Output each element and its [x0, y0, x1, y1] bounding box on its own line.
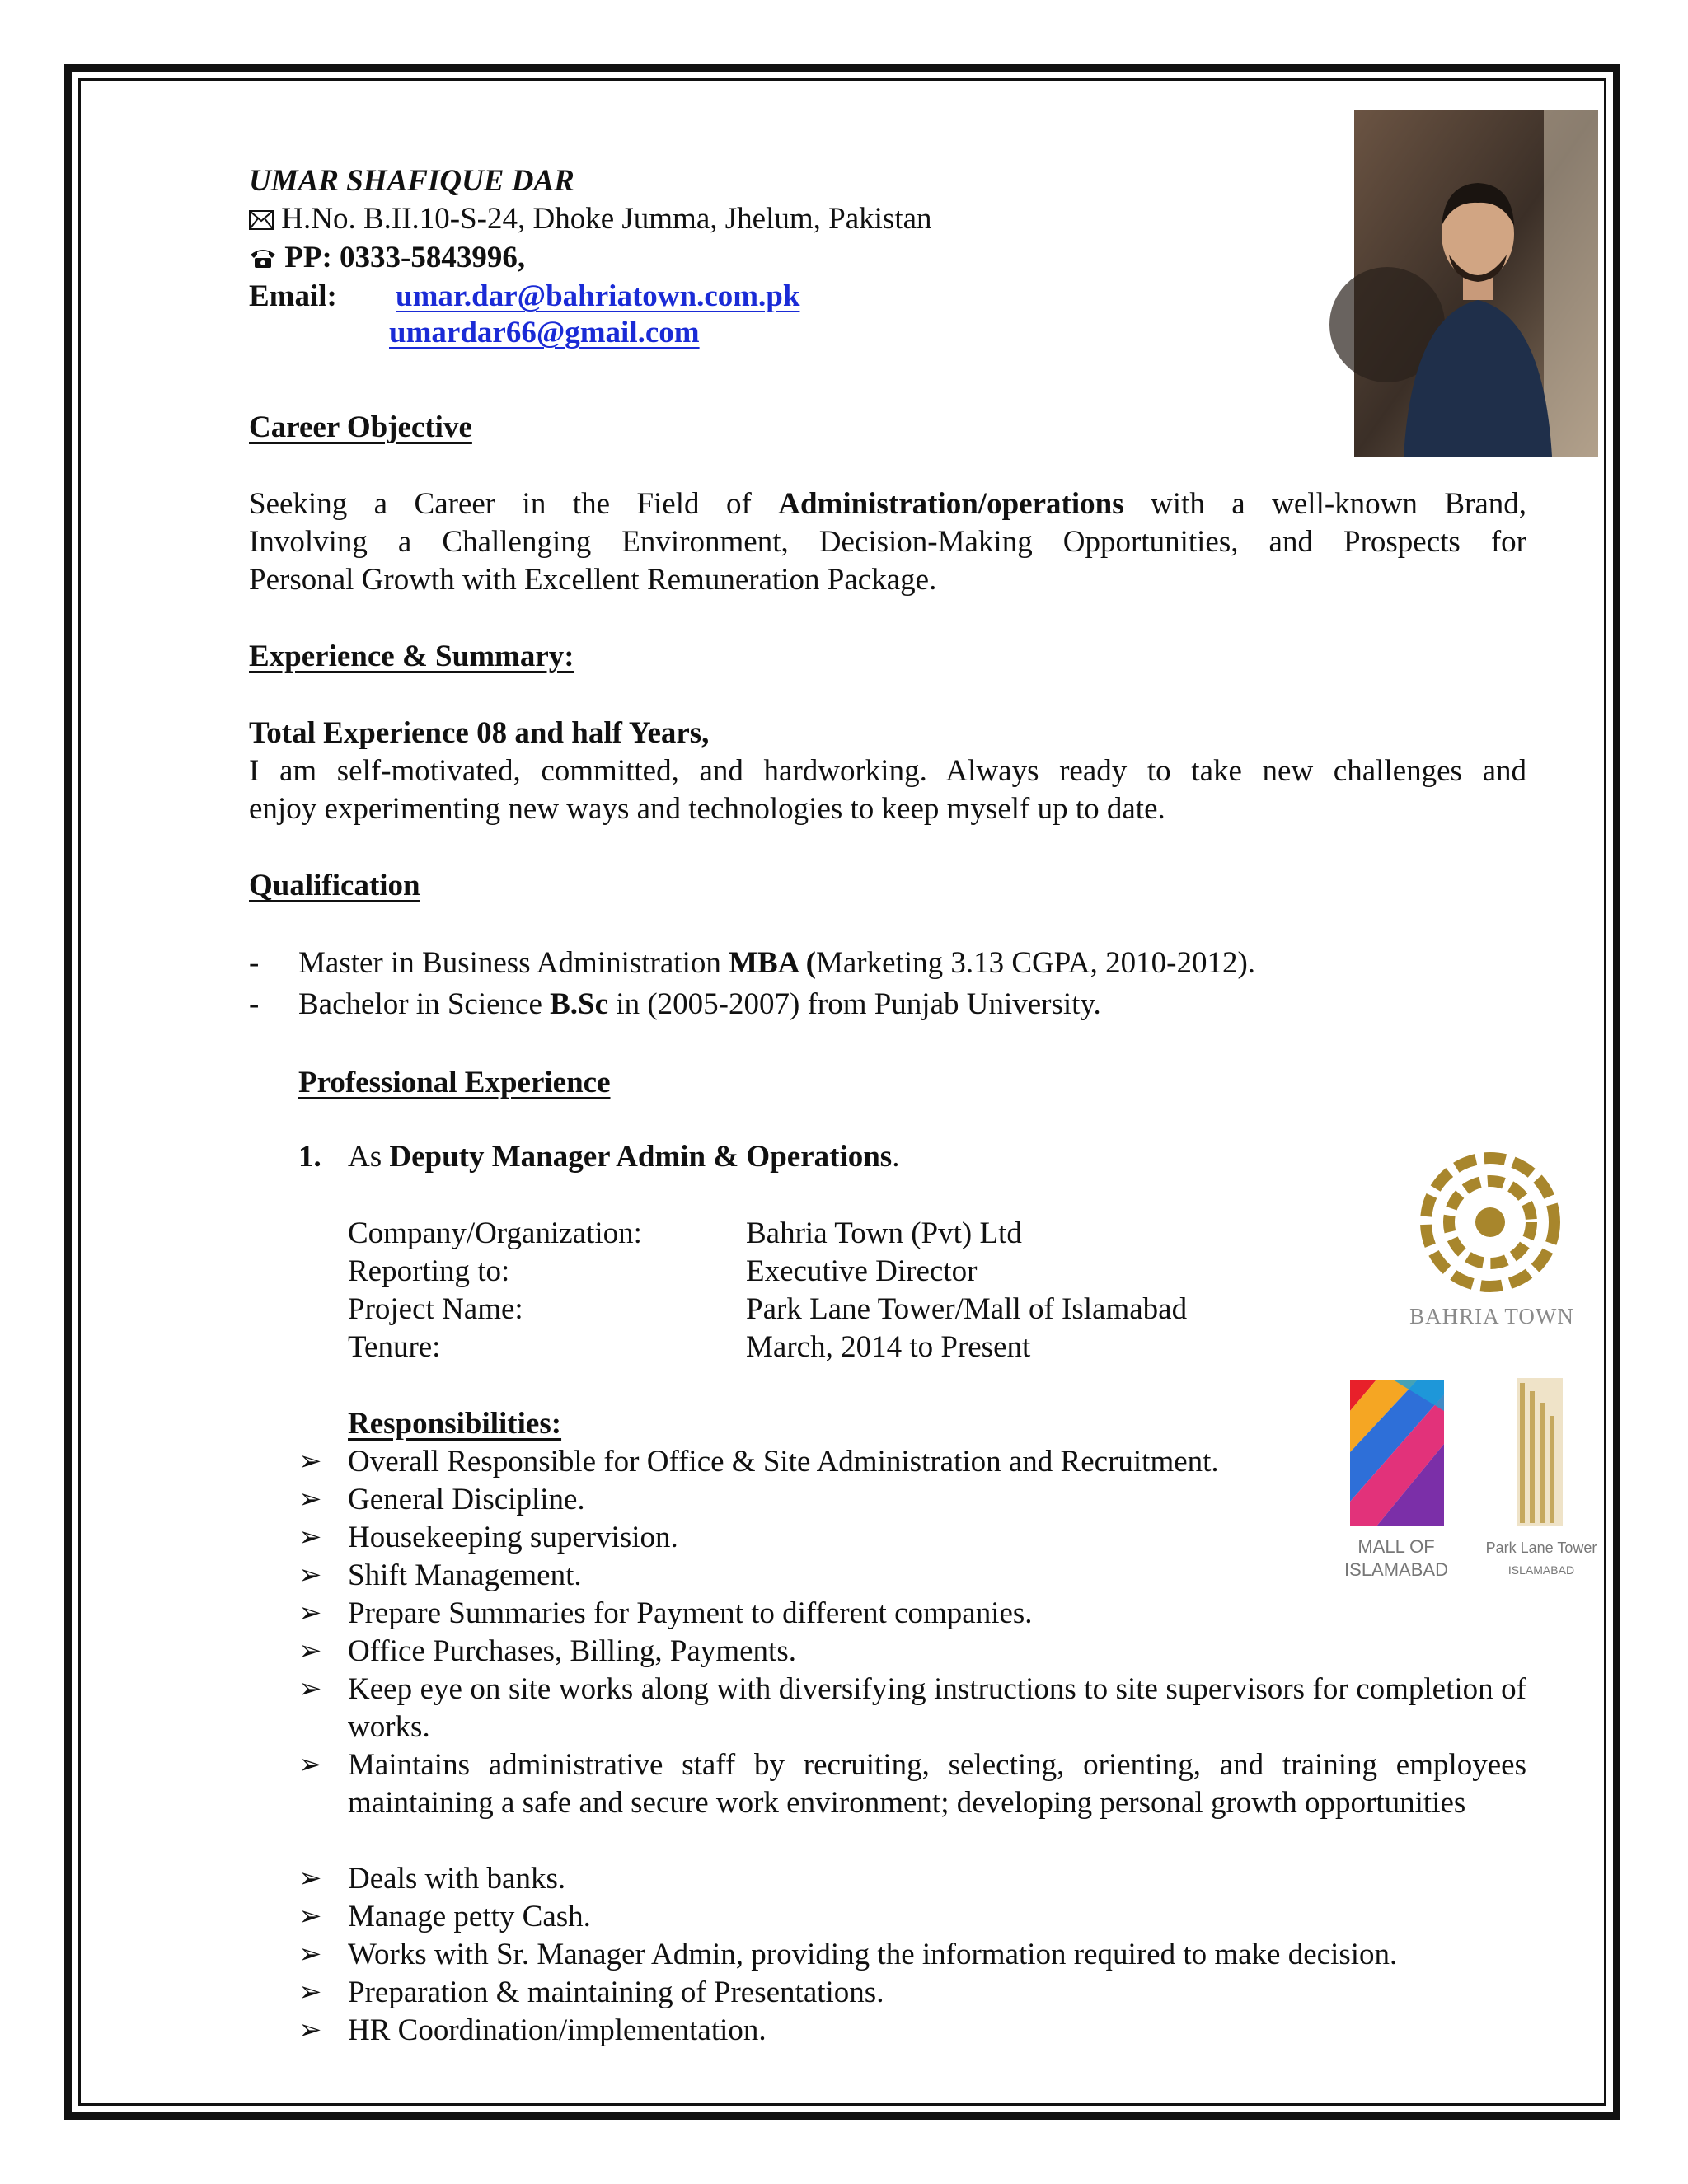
park-logo-line-2: ISLAMABAD — [1507, 1563, 1575, 1577]
email-link-work[interactable]: umar.dar@bahriatown.com.pk — [396, 279, 800, 313]
responsibility-text: Works with Sr. Manager Admin, providing the information required to make decision. — [348, 1938, 1398, 1971]
job-title-pre: As — [348, 1140, 382, 1174]
qualification-text: Bachelor in Science — [298, 987, 542, 1021]
professional-experience-heading: Professional Experience — [298, 1066, 611, 1099]
responsibility-text: Keep eye on site works along with diversifying instructions to site supervisors for completion of works. — [348, 1672, 1526, 1744]
qualification-item — [298, 986, 1101, 1024]
job-title-post: . — [892, 1140, 900, 1174]
arrowhead-icon: ➢ — [298, 1446, 322, 1477]
objective-text-post: with a well-known Brand, — [1151, 487, 1527, 521]
qualification-detail: Marketing 3.13 CGPA, 2010-2012). — [815, 946, 1256, 980]
responsibility-text: Prepare Summaries for Payment to different companies. — [348, 1596, 1033, 1630]
arrowhead-icon: ➢ — [298, 1977, 322, 2008]
arrowhead-icon: ➢ — [298, 1939, 322, 1970]
detail-label: Tenure: — [348, 1330, 441, 1364]
mall-of-islamabad-logo — [1343, 1378, 1451, 1592]
arrowhead-icon: ➢ — [298, 1484, 322, 1515]
bahria-town-logo — [1393, 1144, 1591, 1333]
phone-text: PP: 0333-5843996, — [284, 241, 526, 274]
summary-line-1: I am self-motivated, committed, and hardworking. Always ready to take new challenges and — [249, 754, 1526, 788]
responsibility-text: Overall Responsible for Office & Site Administration and Recruitment. — [348, 1445, 1219, 1479]
detail-label: Project Name: — [348, 1292, 523, 1326]
arrowhead-icon: ➢ — [298, 1901, 322, 1932]
qualification-dash: - — [249, 987, 260, 1021]
responsibility-text: Preparation & maintaining of Presentations. — [348, 1975, 884, 2009]
detail-value: Bahria Town (Pvt) Ltd — [746, 1216, 1022, 1250]
career-objective-line-3: Personal Growth with Excellent Remuneration Package. — [249, 563, 937, 597]
responsibility-text: Housekeeping supervision. — [348, 1521, 678, 1554]
objective-text-pre: Seeking a Career in the Field of — [249, 487, 752, 521]
detail-value: Park Lane Tower/Mall of Islamabad — [746, 1292, 1188, 1326]
career-objective-line-1 — [249, 485, 1526, 523]
arrowhead-icon: ➢ — [298, 1674, 322, 1704]
objective-text-bold: Administration/operations — [778, 487, 1124, 521]
arrowhead-icon: ➢ — [298, 1560, 322, 1591]
envelope-icon — [249, 202, 281, 236]
responsibility-text: Shift Management. — [348, 1558, 582, 1592]
summary-line-2: enjoy experimenting new ways and technologies to keep myself up to date. — [249, 792, 1165, 826]
mall-logo-line-2: ISLAMABAD — [1344, 1559, 1448, 1580]
detail-label: Reporting to: — [348, 1254, 510, 1288]
park-lane-tower-logo — [1485, 1378, 1597, 1592]
arrowhead-icon: ➢ — [298, 1750, 322, 1780]
phone-line — [249, 239, 525, 277]
qualification-degree: B.Sc — [550, 987, 609, 1021]
responsibility-text: Deals with banks. — [348, 1862, 566, 1896]
qualification-item — [298, 944, 1255, 982]
job-title-line — [348, 1138, 899, 1176]
responsibility-text: General Discipline. — [348, 1483, 585, 1516]
bahria-town-wordmark: BAHRIA TOWN — [1409, 1304, 1574, 1329]
telephone-icon — [249, 241, 284, 274]
responsibilities-heading: Responsibilities: — [348, 1407, 562, 1441]
email-link-personal[interactable]: umardar66@gmail.com — [389, 316, 700, 349]
total-experience: Total Experience 08 and half Years, — [249, 716, 710, 750]
detail-value: March, 2014 to Present — [746, 1330, 1031, 1364]
detail-value: Executive Director — [746, 1254, 978, 1288]
qualification-detail: in (2005-2007) from Punjab University. — [616, 987, 1101, 1021]
qualification-text: Master in Business Administration — [298, 946, 721, 980]
park-logo-line-1: Park Lane Tower — [1485, 1540, 1597, 1556]
arrowhead-icon: ➢ — [298, 1598, 322, 1629]
candidate-name: UMAR SHAFIQUE DAR — [249, 164, 574, 198]
address-text: H.No. B.II.10-S-24, Dhoke Jumma, Jhelum, Pakistan — [281, 202, 932, 236]
responsibility-text: Maintains administrative staff by recruiting, selecting, orienting, and training employees maintaining a safe and secure work environment; developing personal growth opportunities — [348, 1748, 1526, 1820]
career-objective-line-2: Involving a Challenging Environment, Decision-Making Opportunities, and Prospects for — [249, 525, 1526, 559]
email-label: Email: — [249, 279, 337, 313]
mall-logo-line-1: MALL OF — [1357, 1536, 1435, 1557]
qualification-degree: MBA ( — [729, 946, 816, 980]
responsibility-text: HR Coordination/implementation. — [348, 2013, 767, 2047]
job-number: 1. — [298, 1140, 321, 1174]
responsibility-text: Manage petty Cash. — [348, 1900, 591, 1933]
qualification-heading: Qualification — [249, 869, 420, 902]
address-line — [249, 200, 932, 238]
arrowhead-icon: ➢ — [298, 2015, 322, 2046]
arrowhead-icon: ➢ — [298, 1863, 322, 1894]
career-objective-heading: Career Objective — [249, 410, 472, 444]
detail-label: Company/Organization: — [348, 1216, 642, 1250]
responsibility-text: Office Purchases, Billing, Payments. — [348, 1634, 796, 1668]
experience-summary-heading: Experience & Summary: — [249, 640, 574, 673]
arrowhead-icon: ➢ — [298, 1522, 322, 1553]
arrowhead-icon: ➢ — [298, 1636, 322, 1666]
qualification-dash: - — [249, 946, 260, 980]
profile-photo — [1354, 110, 1598, 457]
job-title: Deputy Manager Admin & Operations — [389, 1140, 893, 1174]
